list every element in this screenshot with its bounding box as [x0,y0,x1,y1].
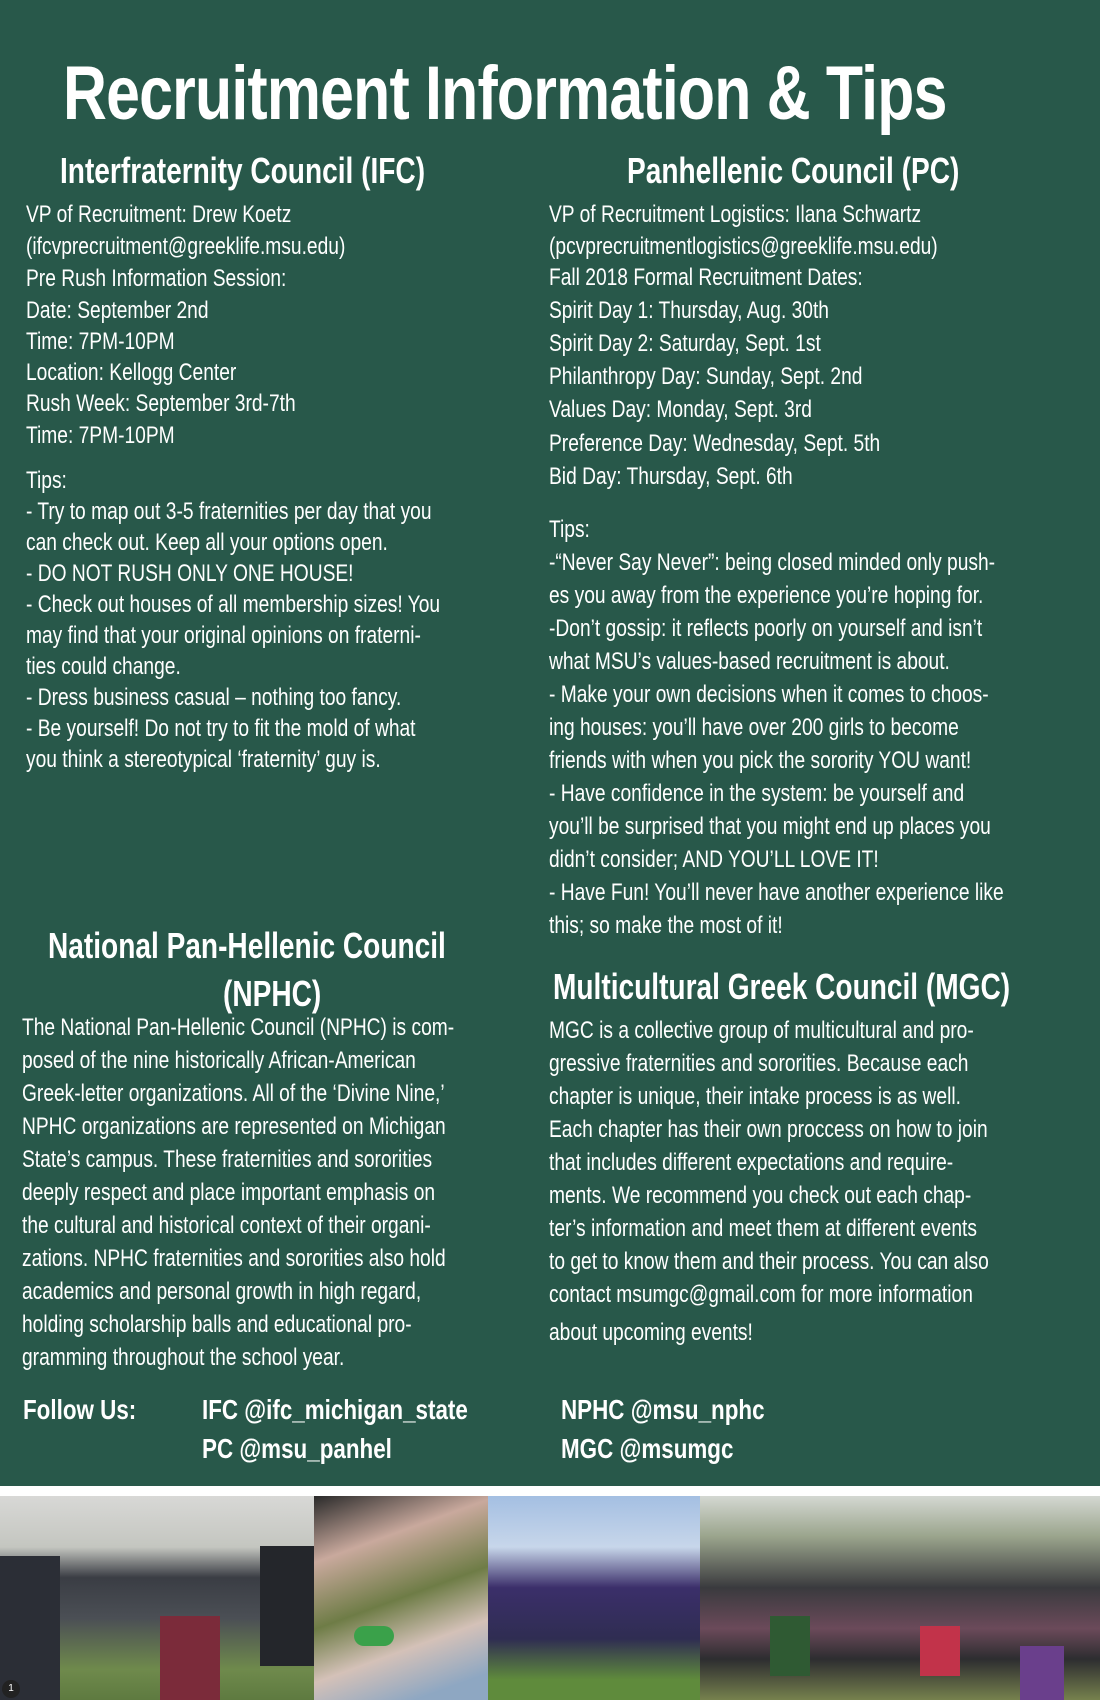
nphc-body-line: zations. NPHC fraternities and sororities also hold [22,1245,446,1272]
ifc-tip-line: - Try to map out 3-5 fraternities per day that you [26,498,432,525]
pc-tip-line: didn’t consider; AND YOU’LL LOVE IT! [549,846,879,873]
pc-tip-line: you’ll be surprised that you might end up places you [549,813,991,840]
nphc-body-line: gramming throughout the school year. [22,1344,345,1371]
pc-tip-line: ing houses: you’ll have over 200 girls to become [549,714,959,741]
mgc-body-line: Each chapter has their own proccess on how to join [549,1116,988,1143]
ifc-social-handle[interactable]: IFC @ifc_michigan_state [202,1394,468,1425]
ifc-tip-line: can check out. Keep all your options open. [26,529,388,556]
pc-social-handle[interactable]: PC @msu_panhel [202,1433,392,1464]
ifc-info-line: Rush Week: September 3rd-7th [26,390,296,417]
pc-date-line: Spirit Day 1: Thursday, Aug. 30th [549,297,829,324]
nphc-heading-line1: National Pan-Hellenic Council [48,925,446,966]
pc-tip-line: this; so make the most of it! [549,912,783,939]
nphc-body-line: The National Pan-Hellenic Council (NPHC) is com- [22,1014,455,1041]
pc-date-line: Spirit Day 2: Saturday, Sept. 1st [549,330,821,357]
pc-date-line: Values Day: Monday, Sept. 3rd [549,396,812,423]
group-photo-team [488,1496,700,1700]
mgc-body-line: contact msumgc@gmail.com for more information [549,1281,973,1308]
ifc-info-line: VP of Recruitment: Drew Koetz [26,201,292,228]
mgc-body-line: about upcoming events! [549,1319,753,1346]
ifc-tips-label: Tips: [26,467,67,494]
ifc-info-line: Pre Rush Information Session: [26,265,287,292]
ifc-info-line: Time: 7PM-10PM [26,328,175,355]
page-marker: 1 [2,1680,20,1698]
ifc-heading: Interfraternity Council (IFC) [60,150,426,191]
mgc-body-line: to get to know them and their process. You can also [549,1248,989,1275]
nphc-social-handle[interactable]: NPHC @msu_nphc [561,1394,765,1425]
mgc-body-line: that includes different expectations and require- [549,1149,954,1176]
mgc-body-line: MGC is a collective group of multicultural and pro- [549,1017,974,1044]
ifc-tip-line: ties could change. [26,653,181,680]
nphc-heading-line2: (NPHC) [223,973,322,1014]
nphc-body-line: Greek-letter organizations. All of the ‘Divine Nine,’ [22,1080,445,1107]
ifc-tip-line: - Dress business casual – nothing too fancy. [26,684,402,711]
nphc-body-line: posed of the nine historically African-American [22,1047,416,1074]
pc-tip-line: - Make your own decisions when it comes to choos- [549,681,989,708]
pc-heading: Panhellenic Council (PC) [627,150,960,191]
pc-tip-line: -Don’t gossip: it reflects poorly on yourself and isn’t [549,615,983,642]
pc-tip-line: - Have Fun! You’ll never have another experience like [549,879,1004,906]
ifc-info-line: Date: September 2nd [26,297,209,324]
ifc-tip-line: may find that your original opinions on fraterni- [26,622,421,649]
pc-tip-line: friends with when you pick the sorority YOU want! [549,747,972,774]
pc-tip-line: what MSU’s values-based recruitment is about. [549,648,950,675]
group-photo-crowd [700,1496,1100,1700]
pc-info-line: VP of Recruitment Logistics: Ilana Schwartz [549,201,922,228]
ifc-tip-line: - DO NOT RUSH ONLY ONE HOUSE! [26,560,354,587]
group-photo-pc [314,1496,488,1700]
nphc-body-line: academics and personal growth in high regard, [22,1278,422,1305]
pc-tip-line: es you away from the experience you’re hoping for. [549,582,984,609]
page-title: Recruitment Information & Tips [63,51,947,136]
mgc-body-line: ments. We recommend you check out each chap- [549,1182,972,1209]
pc-date-line: Preference Day: Wednesday, Sept. 5th [549,430,881,457]
pc-tip-line: - Have confidence in the system: be yourself and [549,780,965,807]
mgc-body-line: gressive fraternities and sororities. Because each [549,1050,969,1077]
ifc-info-line: Time: 7PM-10PM [26,422,175,449]
ifc-tip-line: you think a stereotypical ‘fraternity’ guy is. [26,746,381,773]
ifc-tip-line: - Check out houses of all membership sizes! You [26,591,441,618]
pc-email[interactable]: (pcvprecruitmentlogistics@greeklife.msu.edu) [549,233,938,260]
mgc-body-line: chapter is unique, their intake process is as well. [549,1083,961,1110]
pc-tip-line: -“Never Say Never”: being closed minded only push- [549,549,996,576]
ifc-info-line: Location: Kellogg Center [26,359,237,386]
pc-date-line: Bid Day: Thursday, Sept. 6th [549,463,793,490]
photo-strip [0,1496,1100,1700]
follow-us-label: Follow Us: [23,1394,137,1425]
nphc-body-line: deeply respect and place important emphasis on [22,1179,436,1206]
mgc-body-line: ter’s information and meet them at different events [549,1215,977,1242]
group-photo-ifc [0,1496,314,1700]
pc-date-line: Philanthropy Day: Sunday, Sept. 2nd [549,363,863,390]
nphc-body-line: the cultural and historical context of their organi- [22,1212,431,1239]
nphc-body-line: holding scholarship balls and educational pro- [22,1311,412,1338]
mgc-heading: Multicultural Greek Council (MGC) [553,966,1011,1007]
mgc-social-handle[interactable]: MGC @msumgc [561,1433,734,1464]
ifc-email[interactable]: (ifcvprecruitment@greeklife.msu.edu) [26,233,346,260]
pc-info-line: Fall 2018 Formal Recruitment Dates: [549,264,863,291]
nphc-body-line: NPHC organizations are represented on Michigan [22,1113,446,1140]
ifc-tip-line: - Be yourself! Do not try to fit the mold of what [26,715,416,742]
pc-tips-label: Tips: [549,516,590,543]
nphc-body-line: State’s campus. These fraternities and sororities [22,1146,433,1173]
